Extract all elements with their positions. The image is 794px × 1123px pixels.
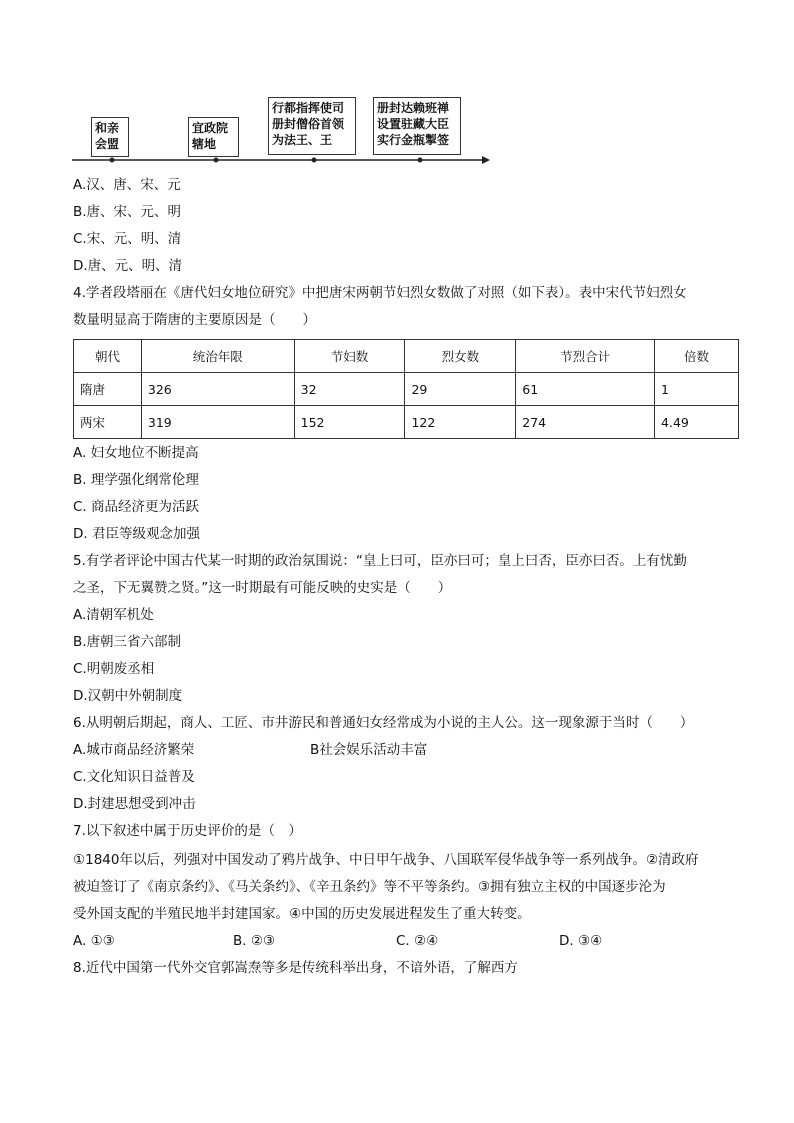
q4-stem-line2: 数量明显高于隋唐的主要原因是（ ） [73, 312, 316, 328]
q5-option-c: C.明朝废丞相 [73, 661, 155, 677]
q3-option-a: A.汉、唐、宋、元 [73, 177, 181, 193]
timeline-label-text: 和亲 [95, 121, 120, 135]
q5-option-d: D.汉朝中外朝制度 [73, 688, 183, 704]
table-cell: 326 [141, 373, 294, 406]
table-cell: 274 [516, 406, 655, 439]
q5-stem-line1: 5.有学者评论中国古代某一时期的政治氛围说：“皇上曰可，臣亦曰可；皇上曰否，臣亦曰否。上有忧勤 [73, 553, 687, 569]
q5-option-b: B.唐朝三省六部制 [73, 634, 182, 650]
table-header-cell: 朝代 [74, 340, 142, 373]
q5-option-a: A.清朝军机处 [73, 607, 154, 623]
timeline-label-text: 册封僧俗首领 [272, 117, 345, 131]
q7-paragraph-line3: 受外国支配的半殖民地半封建国家。④中国的历史发展进程发生了重大转变。 [73, 906, 531, 922]
table-cell: 隋唐 [74, 373, 142, 406]
q7-stem: 7.以下叙述中属于历史评价的是（ ） [73, 823, 302, 839]
q4-option-c: C. 商品经济更为活跃 [73, 499, 200, 515]
q7-option-b: B. ②③ [233, 933, 276, 949]
timeline-label-1 [91, 117, 129, 157]
table-cell: 61 [516, 373, 655, 406]
q7-option-c: C. ②④ [396, 933, 439, 949]
table-cell: 32 [294, 373, 405, 406]
timeline-label-text: 行都指挥使司 [272, 101, 345, 115]
q6-option-a: A.城市商品经济繁荣 [73, 742, 195, 758]
table-cell: 4.49 [655, 406, 739, 439]
timeline-label-text: 辖地 [192, 137, 217, 151]
q7-paragraph-line2: 被迫签订了《南京条约》、《马关条约》、《辛丑条约》等不平等条约。③拥有独立主权的中国逐步沦为 [73, 879, 666, 895]
table-cell: 两宋 [74, 406, 142, 439]
timeline-label-text: 册封达赖班禅 [377, 101, 450, 115]
q3-option-b: B.唐、宋、元、明 [73, 204, 182, 220]
timeline-label-text: 会盟 [95, 137, 120, 151]
table-cell: 1 [655, 373, 739, 406]
timeline-dot [214, 158, 219, 163]
timeline-dot [418, 158, 423, 163]
table-row [74, 406, 739, 439]
timeline-label-text: 实行金瓶掣签 [377, 133, 450, 147]
table-row [74, 373, 739, 406]
q8-stem: 8.近代中国第一代外交官郭嵩焘等多是传统科举出身，不谙外语，了解西方 [73, 960, 518, 976]
q7-option-a: A. ①③ [73, 933, 115, 949]
table-cell: 319 [141, 406, 294, 439]
timeline-label-text: 为法王、王 [272, 133, 333, 147]
timeline-label-text: 设置驻藏大臣 [377, 117, 450, 131]
q4-option-d: D. 君臣等级观念加强 [73, 526, 200, 542]
table-header-cell: 统治年限 [141, 340, 294, 373]
q4-option-b: B. 理学强化纲常伦理 [73, 472, 199, 488]
table-header-cell: 倍数 [655, 340, 739, 373]
q7-paragraph-line1: ①1840年以后，列强对中国发动了鸦片战争、中日甲午战争、八国联军侵华战争等一系列战争。②清政府 [73, 852, 699, 868]
table-cell: 152 [294, 406, 405, 439]
timeline-label-text: 宜政院 [192, 121, 229, 135]
timeline-label-4 [373, 97, 461, 155]
timeline-label-2 [188, 117, 239, 157]
table-header-cell: 节妇数 [294, 340, 405, 373]
q4-option-a: A. 妇女地位不断提高 [73, 445, 199, 461]
table-header-cell: 烈女数 [405, 340, 516, 373]
timeline-label-3 [268, 97, 356, 155]
q6-stem: 6.从明朝后期起，商人、工匠、市井游民和普通妇女经常成为小说的主人公。这一现象源于当时（ ） [73, 715, 694, 731]
table-cell: 122 [405, 406, 516, 439]
q4-stem-line1: 4.学者段塔丽在《唐代妇女地位研究》中把唐宋两朝节妇烈女数做了对照（如下表）。表中宋代节妇烈女 [73, 285, 687, 301]
q3-option-d: D.唐、元、明、清 [73, 258, 183, 274]
q6-option-d: D.封建思想受到冲击 [73, 796, 196, 812]
q3-option-c: C.宋、元、明、清 [73, 231, 182, 247]
q6-option-c: C.文化知识日益普及 [73, 769, 195, 785]
q4-data-table [73, 339, 739, 439]
table-cell: 29 [405, 373, 516, 406]
timeline-dot [110, 158, 115, 163]
q6-option-b: B社会娱乐活动丰富 [310, 742, 428, 758]
q7-option-d: D. ③④ [559, 933, 603, 949]
table-header-cell: 节烈合计 [516, 340, 655, 373]
q5-stem-line2: 之圣，下无翼赞之贤。”这一时期最有可能反映的史实是（ ） [73, 580, 452, 596]
timeline-dot [312, 158, 317, 163]
table-header-row [74, 340, 739, 373]
